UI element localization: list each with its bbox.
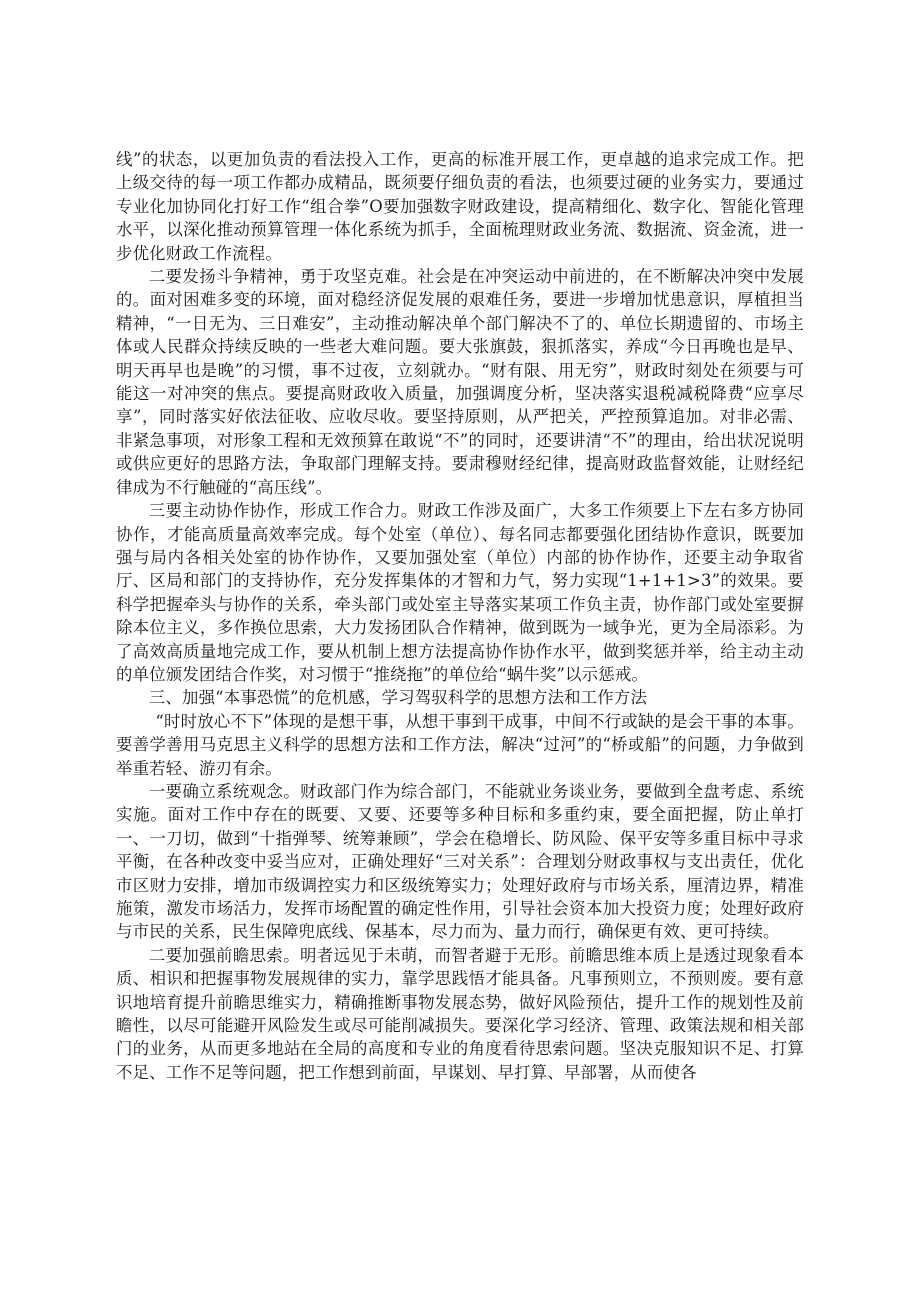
section-heading-three: 三、加强“本事恐慌”的危机感，学习驾驭科学的思想方法和工作方法 (148, 688, 648, 708)
paragraph-fighting-spirit: 二要发扬斗争精神，勇于攻坚克难。社会是在冲突运动中前进的，在不断解决冲突中发展的。面对困难多变的环境，面对稳经济促发展的艰难任务，要进一步增加忧患意识，厚植担当精神，“一日无为、三日难安”，主动推动解决单个部门解决不了的、单位长期遗留的、市场主体或人民群众持续反映的一些老大难问题。要大张旗鼓，狠抓落实，养成“今日再晚也是早、明天再早也是晚”的习惯，事不过夜，立刻就办。“财有限、用无穷”，财政时刻处在须要与可能这一对冲突的焦点。要提高财政收入质量，加强调度分析，坚决落实退税减税降费“应享尽享”，同时落实好依法征收、应收尽收。要坚持原则，从严把关，严控预算追加。对非必需、非紧急事项，对形象工程和无效预算在敢说“不”的同时，还要讲清“不”的理由，给出状况说明或供应更好的思路方法，争取部门理解支持。要肃穆财经纪律，提高财政监督效能，让财经纪律成为不行触碰的“高压线”。 (116, 267, 804, 497)
paragraph-ability: “时时放心不下”体现的是想干事，从想干事到干成事，中间不行或缺的是会干事的本事。要善学善用马克思主义科学的思想方法和工作方法，解决“过河”的“桥或船”的问题，力争做到举重若轻、游刃有余。 (116, 711, 804, 778)
paragraph-cooperation: 三要主动协作协作，形成工作合力。财政工作涉及面广，大多工作须要上下左右多方协同协作，才能高质量高效率完成。每个处室（单位）、每名同志都要强化团结协作意识，既要加强与局内各相关处室的协作协作，又要加强处室（单位）内部的协作协作，还要主动争取省厅、区局和部门的支持协作，充分发挥集体的才智和力气，努力实现“1+1+1>3”的效果。要科学把握牵头与协作的关系，牵头部门或处室主导落实某项工作负主责，协作部门或处室要摒除本位主义，多作换位思索，大力发扬团队合作精神，做到既为一域争光，更为全局添彩。为了高效高质量地完成工作，要从机制上想方法提高协作协作水平，做到奖惩并举，给主动主动的单位颁发团结合作奖，对习惯于“推绕拖”的单位给“蜗牛奖”以示惩戒。 (116, 501, 804, 684)
paragraph-continuation: 线”的状态，以更加负责的看法投入工作，更高的标准开展工作，更卓越的追求完成工作。把上级交待的每一项工作都办成精品，既须要仔细负责的看法，也须要过硬的业务实力，要通过专业化加协同化打好工作“组合拳”O要加强数字财政建设，提高精细化、数字化、智能化管理水平，以深化推动预算管理一体化系统为抓手，全面梳理财政业务流、数据流、资金流，进一步优化财政工作流程。 (116, 150, 804, 263)
paragraph-forward-thinking: 二要加强前瞻思索。明者远见于未萌，而智者避于无形。前瞻思维本质上是透过现象看本质、相识和把握事物发展规律的实力，靠学思践悟才能具备。凡事预则立，不预则废。要有意识地培育提升前瞻思维实力，精确推断事物发展态势，做好风险预估，提升工作的规划性及前瞻性，以尽可能避开风险发生或尽可能削减损失。要深化学习经济、管理、政策法规和相关部门的业务，从而更多地站在全局的高度和专业的角度看待思索问题。坚决克服知识不足、打算不足、工作不足等问题，把工作想到前面，早谋划、早打算、早部署，从而使各 (116, 945, 804, 1082)
paragraph-system-view: 一要确立系统观念。财政部门作为综合部门，不能就业务谈业务，要做到全盘考虑、系统实施。面对工作中存在的既要、又要、还要等多种目标和多重约束，要全面把握，防止单打一、一刀切，做到“十指弹琴、统筹兼顾”，学会在稳增长、防风险、保平安等多重目标中寻求平衡，在各种改变中妥当应对，正确处理好“三对关系”：合理划分财政事权与支出责任，优化市区财力安排，增加市级调控实力和区级统筹实力；处理好政府与市场关系，厘清边界，精准施策，激发市场活力，发挥市场配置的确定性作用，引导社会资本加大投资力度；处理好政府与市民的关系，民生保障兜底线、保基本，尽力而为、量力而行，确保更有效、更可持续。 (116, 781, 804, 942)
document-page (116, 148, 804, 1084)
